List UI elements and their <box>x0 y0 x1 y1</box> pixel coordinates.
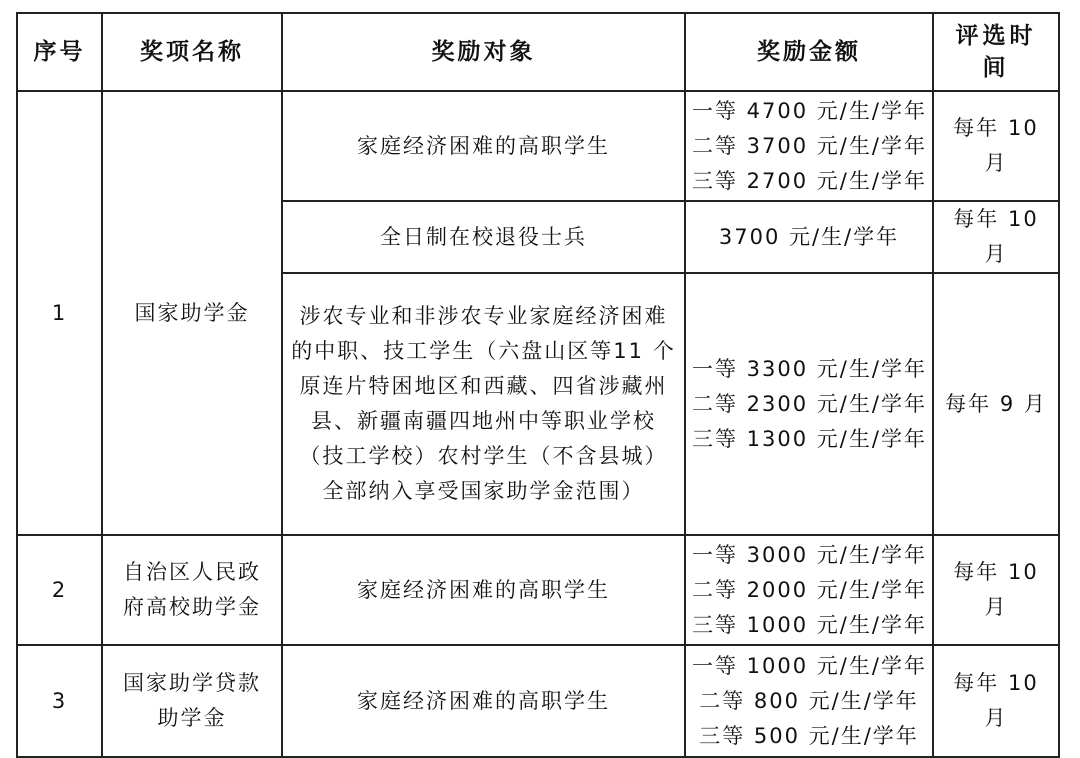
table-row <box>17 645 1059 757</box>
header-time-line-2: 间 <box>982 55 1010 81</box>
row-award-name: 国家助学金 <box>102 91 282 535</box>
amount-tier-1: 一等 4700 元/生/学年 <box>692 98 927 123</box>
amount-tier-2: 二等 3700 元/生/学年 <box>692 133 927 158</box>
row-seq: 2 <box>17 535 102 645</box>
row-seq: 3 <box>17 645 102 757</box>
amount-tier-3: 三等 2700 元/生/学年 <box>692 168 927 193</box>
header-award-amount: 奖励金额 <box>685 13 933 91</box>
row-award-target: 家庭经济困难的高职学生 <box>282 91 685 201</box>
row-award-target: 家庭经济困难的高职学生 <box>282 535 685 645</box>
table-row <box>17 91 1059 201</box>
row-award-target: 家庭经济困难的高职学生 <box>282 645 685 757</box>
amount-tier-2: 二等 2000 元/生/学年 <box>692 577 927 602</box>
amount-flat: 3700 元/生/学年 <box>718 224 900 249</box>
table-row <box>17 535 1059 645</box>
amount-tier-2: 二等 2300 元/生/学年 <box>692 391 927 416</box>
amount-tier-2: 二等 800 元/生/学年 <box>699 688 919 713</box>
award-name-line-1: 国家助学贷款 <box>123 671 261 695</box>
row-seq: 1 <box>17 91 102 535</box>
row-award-name <box>102 645 282 757</box>
amount-tier-1: 一等 3300 元/生/学年 <box>692 356 927 381</box>
header-time-line-1: 评选时 <box>955 23 1037 49</box>
row-award-amount <box>685 201 933 273</box>
header-award-target: 奖励对象 <box>282 13 685 91</box>
amount-tier-3: 三等 500 元/生/学年 <box>699 723 919 748</box>
amount-tier-3: 三等 1300 元/生/学年 <box>692 426 927 451</box>
row-award-amount <box>685 91 933 201</box>
header-seq: 序号 <box>17 13 102 91</box>
award-name-line-2: 府高校助学金 <box>123 595 261 619</box>
row-selection-time: 每年 10 月 <box>933 91 1059 201</box>
award-table <box>16 12 1060 758</box>
header-selection-time <box>933 13 1059 91</box>
header-award-name: 奖项名称 <box>102 13 282 91</box>
row-award-amount <box>685 645 933 757</box>
row-selection-time: 每年 9 月 <box>933 273 1059 535</box>
table-header-row <box>17 13 1059 91</box>
amount-tier-3: 三等 1000 元/生/学年 <box>692 612 927 637</box>
row-award-target: 全日制在校退役士兵 <box>282 201 685 273</box>
row-award-amount <box>685 535 933 645</box>
award-name-line-2: 助学金 <box>157 706 227 730</box>
row-award-amount <box>685 273 933 535</box>
row-selection-time: 每年 10 月 <box>933 535 1059 645</box>
row-selection-time: 每年 10 月 <box>933 645 1059 757</box>
row-selection-time: 每年 10 月 <box>933 201 1059 273</box>
row-award-name <box>102 535 282 645</box>
award-name-line-1: 自治区人民政 <box>123 560 261 584</box>
amount-tier-1: 一等 1000 元/生/学年 <box>692 653 927 678</box>
amount-tier-1: 一等 3000 元/生/学年 <box>692 542 927 567</box>
row-award-target: 涉农专业和非涉农专业家庭经济困难的中职、技工学生（六盘山区等11 个原连片特困地区和西藏、四省涉藏州县、新疆南疆四地州中等职业学校（技工学校）农村学生（不含县城）全部纳入享受国家助学金范围） <box>282 273 685 535</box>
